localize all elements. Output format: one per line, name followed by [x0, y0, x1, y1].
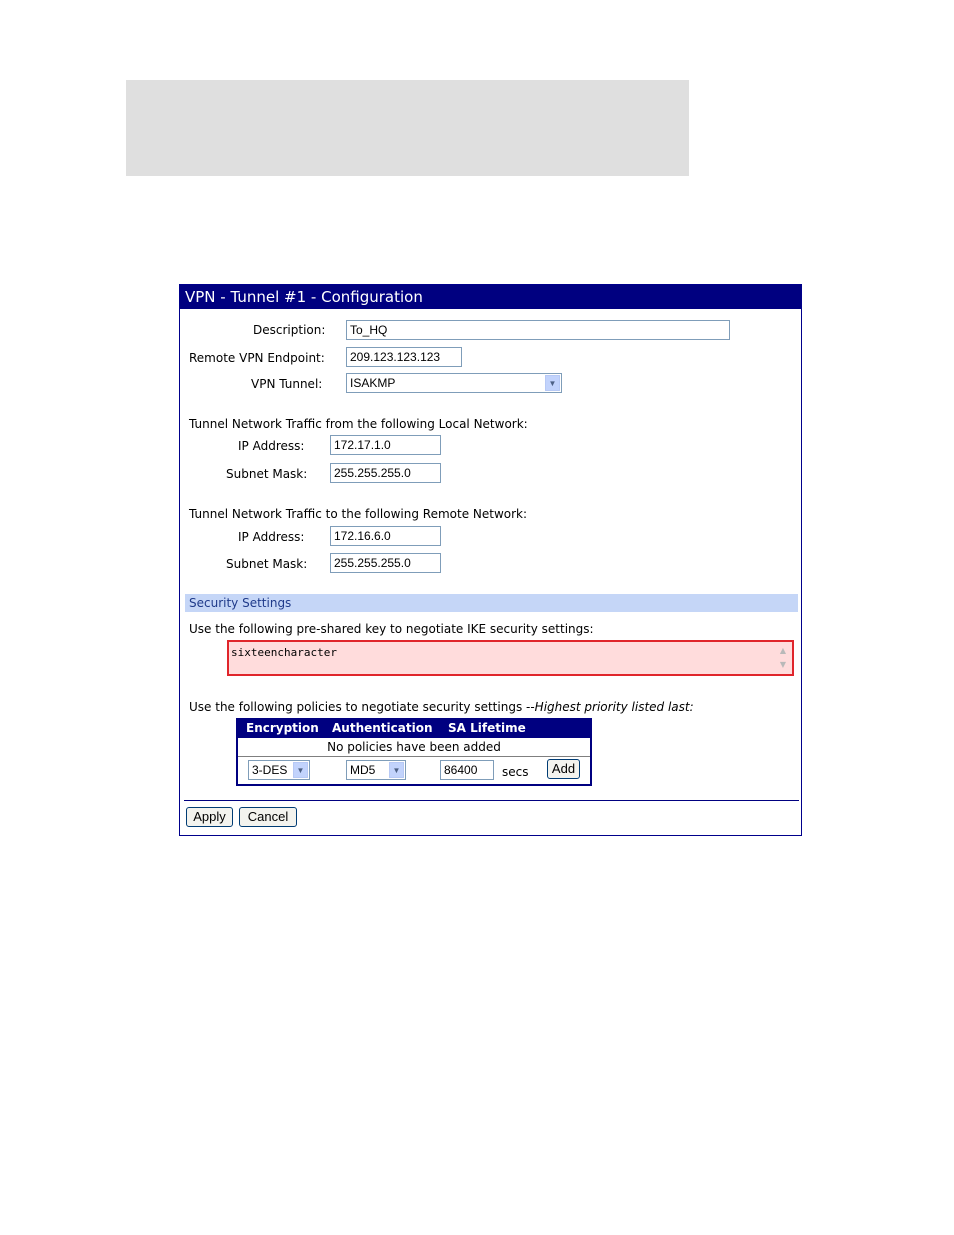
policies-row-divider: [238, 756, 590, 757]
tunnel-label: VPN Tunnel:: [251, 377, 323, 391]
policies-note: Highest priority listed last:: [534, 700, 694, 714]
endpoint-field[interactable]: [346, 347, 462, 367]
remote-mask-field[interactable]: [330, 553, 441, 573]
vpn-config-panel: [179, 284, 802, 836]
remote-mask-label: Subnet Mask:: [226, 557, 308, 571]
psk-scrollbar[interactable]: [776, 644, 790, 672]
local-ip-field[interactable]: [330, 435, 441, 455]
psk-value: sixteencharacter: [231, 646, 337, 659]
add-policy-button[interactable]: Add: [547, 759, 580, 779]
remote-network-heading: Tunnel Network Traffic to the following Remote Network:: [189, 507, 528, 521]
endpoint-label: Remote VPN Endpoint:: [189, 351, 325, 365]
description-label: Description:: [253, 323, 326, 337]
encryption-select[interactable]: [248, 760, 310, 780]
remote-ip-field[interactable]: [330, 526, 441, 546]
panel-title: VPN - Tunnel #1 - Configuration: [180, 285, 801, 309]
cancel-button[interactable]: Cancel: [239, 807, 297, 827]
scroll-up-icon[interactable]: ▲: [779, 646, 787, 655]
col-lifetime: SA Lifetime: [448, 721, 526, 735]
lifetime-unit: secs: [502, 765, 529, 779]
chevron-down-icon: ▼: [545, 375, 560, 391]
footer-divider: [184, 800, 799, 801]
psk-textarea[interactable]: [227, 640, 794, 676]
policies-table: [236, 718, 592, 786]
col-authentication: Authentication: [332, 721, 433, 735]
security-settings-header: Security Settings: [185, 594, 798, 612]
local-ip-label: IP Address:: [238, 439, 305, 453]
tunnel-select-value: ISAKMP: [350, 376, 396, 390]
remote-ip-label: IP Address:: [238, 530, 305, 544]
local-network-heading: Tunnel Network Traffic from the following Local Network:: [189, 417, 528, 431]
authentication-select[interactable]: [346, 760, 406, 780]
policies-heading: [189, 700, 694, 714]
policies-table-header: [238, 720, 590, 738]
apply-button[interactable]: Apply: [186, 807, 233, 827]
header-banner: [126, 80, 689, 176]
authentication-select-value: MD5: [350, 763, 376, 777]
scroll-down-icon[interactable]: ▼: [779, 660, 787, 669]
col-encryption: Encryption: [246, 721, 319, 735]
chevron-down-icon: ▼: [293, 762, 308, 778]
description-field[interactable]: [346, 320, 730, 340]
tunnel-select[interactable]: [346, 373, 562, 393]
local-mask-field[interactable]: [330, 463, 441, 483]
encryption-select-value: 3-DES: [252, 763, 288, 777]
lifetime-field[interactable]: [440, 760, 494, 780]
local-mask-label: Subnet Mask:: [226, 467, 308, 481]
policies-empty-message: No policies have been added: [327, 740, 501, 754]
policies-heading-text: Use the following policies to negotiate security settings --: [189, 700, 535, 714]
psk-heading: Use the following pre-shared key to negotiate IKE security settings:: [189, 622, 594, 636]
chevron-down-icon: ▼: [389, 762, 404, 778]
